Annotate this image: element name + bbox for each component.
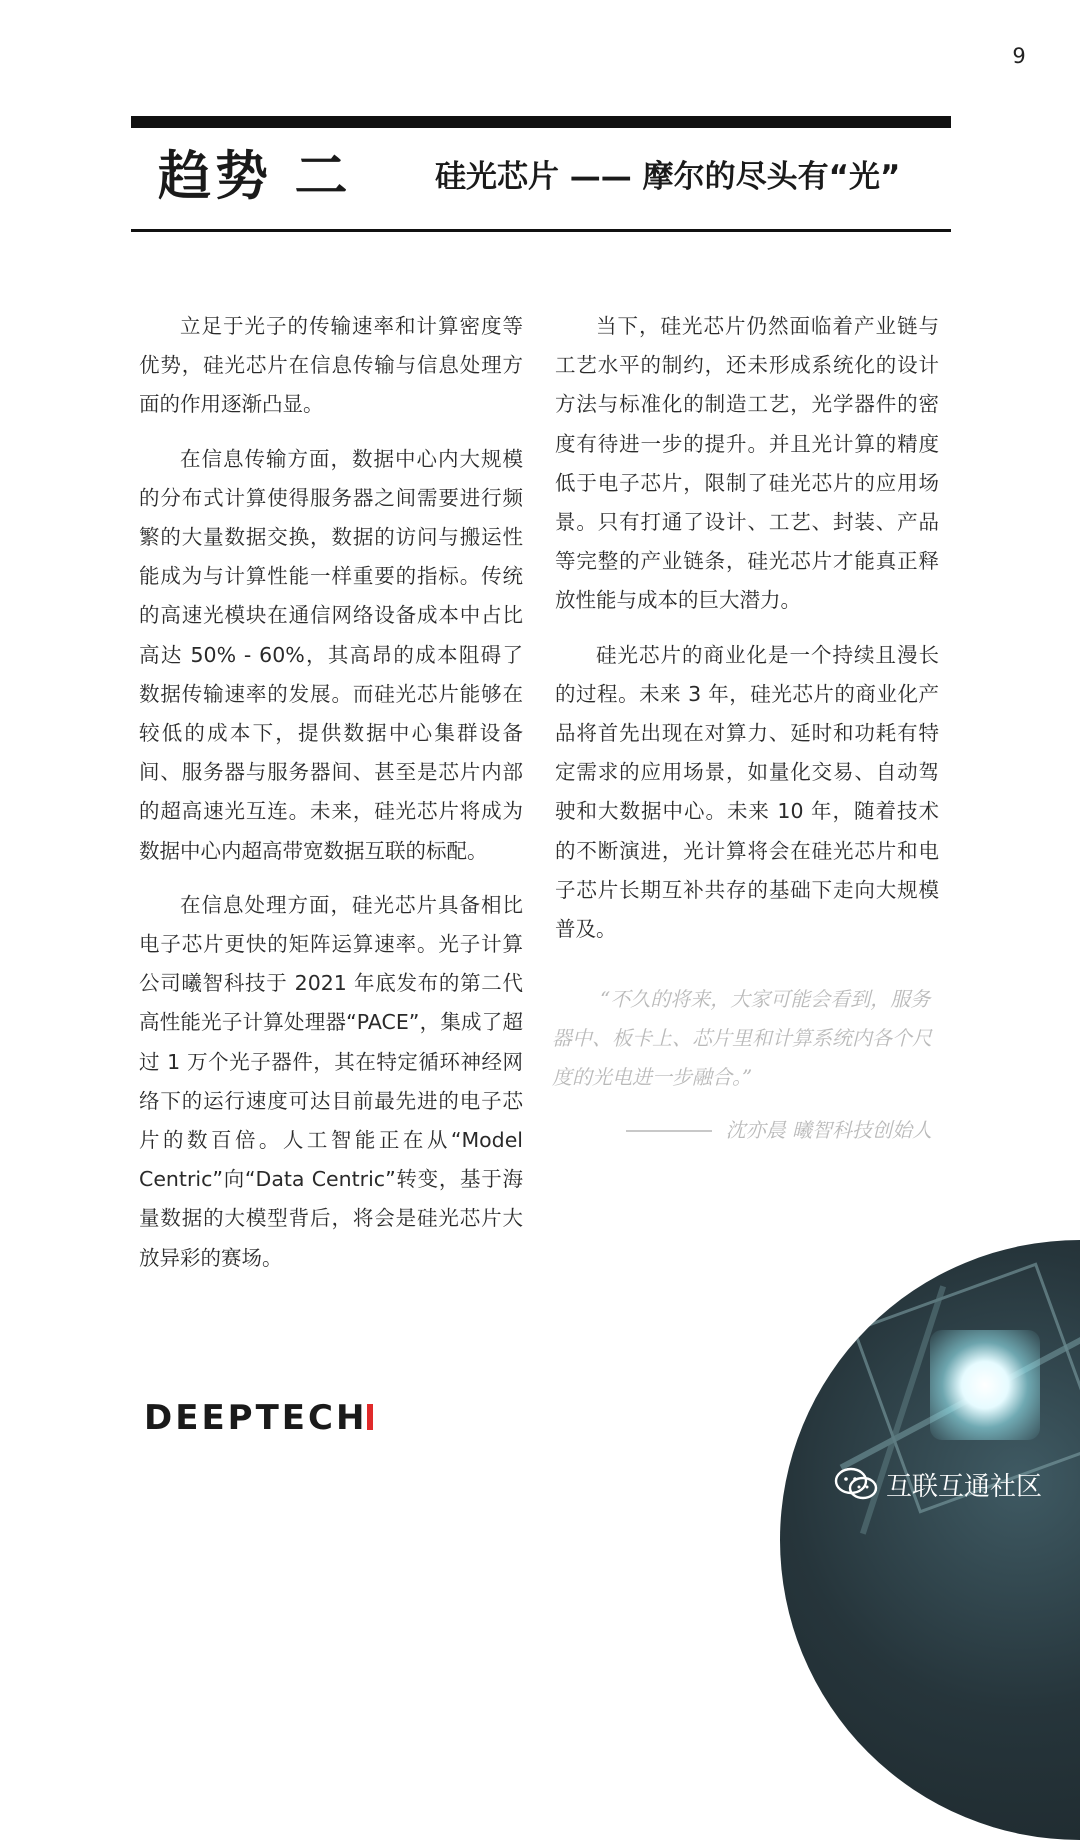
- section-subtitle: 硅光芯片 —— 摩尔的尽头有“光”: [435, 159, 901, 195]
- paragraph: 在信息传输方面，数据中心内大规模的分布式计算使得服务器之间需要进行频繁的大量数据交换，数据的访问与搬运性能成为与计算性能一样重要的指标。传统的高速光模块在通信网络设备成本中占比高达 50% - 60%，其高昂的成本阻碍了数据传输速率的发展。而硅光芯片能够在较低的成本下，提供数据中心集群设备间、服务器与服务器间、甚至是芯片内部的超高速光互连。未来，硅光芯片将成为数据中心内超高带宽数据互联的标配。: [139, 446, 523, 863]
- paragraph: 硅光芯片的商业化是一个持续且漫长的过程。未来 3 年，硅光芯片的商业化产品将首先出现在对算力、延时和功耗有特定需求的应用场景，如量化交易、自动驾驶和大数据中心。未来 10 年，随着技术的不断演进，光计算将会在硅光芯片和电子芯片长期互补共存的基础下走向大规模普及。: [555, 642, 939, 942]
- right-column: [555, 307, 939, 964]
- page-number: 9: [1012, 44, 1026, 68]
- header-top-rule: [131, 116, 951, 128]
- quote-attribution: [552, 1111, 942, 1150]
- pull-quote: [552, 980, 942, 1150]
- brand-text: DEEPTECH: [144, 1398, 368, 1438]
- attribution-text: 沈亦晨 曦智科技创始人: [725, 1118, 932, 1142]
- quote-text: “不久的将来，大家可能会看到，服务器中、板卡上、芯片里和计算系统内各个尺度的光电进一步融合。”: [552, 987, 932, 1089]
- logo-accent-mark: [367, 1404, 373, 1430]
- left-column: [139, 307, 523, 1293]
- wechat-watermark: [834, 1460, 1042, 1508]
- paragraph: 立足于光子的传输速率和计算密度等优势，硅光芯片在信息传输与信息处理方面的作用逐渐凸显。: [139, 314, 523, 417]
- watermark-text: 互联互通社区: [886, 1471, 1043, 1502]
- chip-glow: [930, 1330, 1040, 1440]
- header-bottom-rule: [131, 229, 951, 232]
- deeptech-logo: [144, 1398, 367, 1438]
- chip-photo-decoration: [780, 1240, 1080, 1840]
- paragraph: 在信息处理方面，硅光芯片具备相比电子芯片更快的矩阵运算速率。光子计算公司曦智科技于 2021 年底发布的第二代高性能光子计算处理器“PACE”，集成了超过 1 万个光子器件，其在特定循环神经网络下的运行速度可达目前最先进的电子芯片的数百倍。人工智能正在从“Model Centric”向“Data Centric”转变，基于海量数据的大模型背后，将会是硅光芯片大放异彩的赛场。: [139, 892, 523, 1270]
- paragraph: 当下，硅光芯片仍然面临着产业链与工艺水平的制约，还未形成系统化的设计方法与标准化的制造工艺，光学器件的密度有待进一步的提升。并且光计算的精度低于电子芯片，限制了硅光芯片的应用场景。只有打通了设计、工艺、封装、产品等完整的产业链条，硅光芯片才能真正释放性能与成本的巨大潜力。: [555, 314, 939, 613]
- attribution-dash: [626, 1130, 712, 1132]
- wechat-icon: [834, 1467, 878, 1501]
- section-heading: 趋势 二: [158, 146, 352, 207]
